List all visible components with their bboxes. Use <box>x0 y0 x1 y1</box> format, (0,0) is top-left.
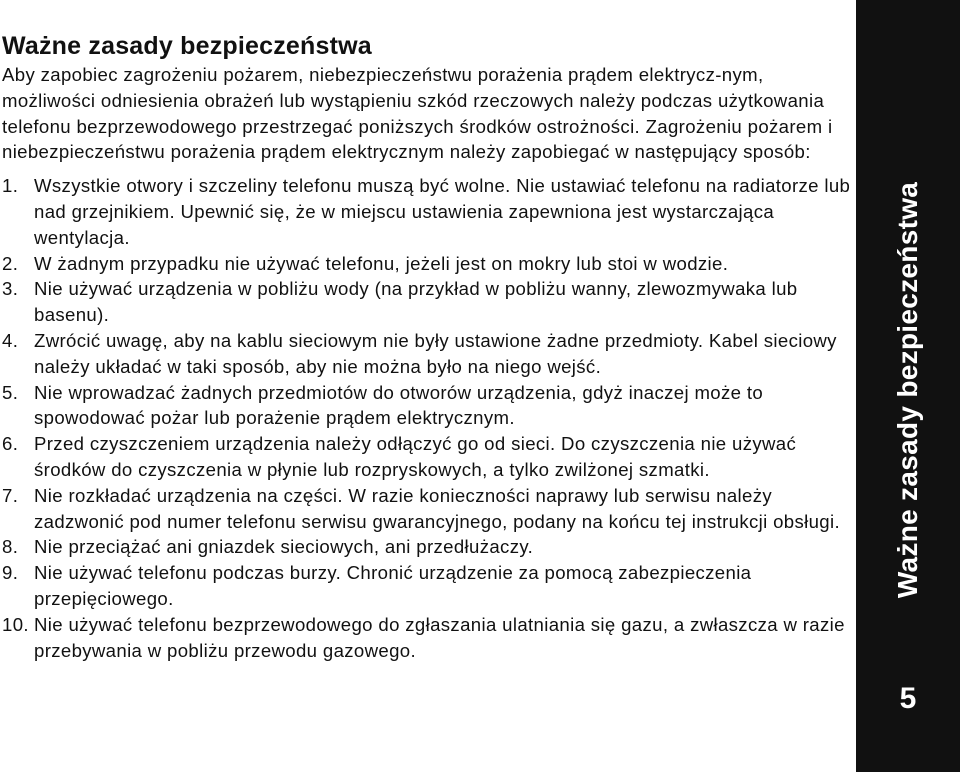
item-number: 5. <box>2 381 19 403</box>
intro-paragraph <box>2 62 852 165</box>
page-content <box>2 30 852 663</box>
list-item <box>2 173 852 250</box>
list-item <box>2 251 852 277</box>
item-text: Nie wprowadzać żadnych przedmiotów do otworów urządzenia, gdyż inaczej może to spowodować pożar lub porażenie prądem elektrycznym. <box>34 381 764 429</box>
item-number: 9. <box>2 562 19 584</box>
list-item <box>2 534 852 560</box>
page-number: 5 <box>899 682 917 715</box>
item-text: Nie używać urządzenia w pobliżu wody (na przykład w pobliżu wanny, zlewozmywaka lub basenu). <box>34 278 798 326</box>
list-item <box>2 483 852 535</box>
item-text: W żadnym przypadku nie używać telefonu, jeżeli jest on mokry lub stoi w wodzie. <box>34 252 729 274</box>
item-text: Nie używać telefonu bezprzewodowego do zgłaszania ulatniania się gazu, a zwłaszcza w razie przebywania w pobliżu przewodu gazowego. <box>34 613 845 661</box>
item-number: 1. <box>2 175 19 197</box>
list-item <box>2 612 852 664</box>
item-number: 4. <box>2 329 19 351</box>
item-text: Nie przeciążać ani gniazdek sieciowych, ani przedłużaczy. <box>34 536 534 558</box>
item-number: 6. <box>2 433 19 455</box>
item-number: 7. <box>2 484 19 506</box>
sidebar-section-title: Ważne zasady bezpieczeństwa <box>892 181 923 599</box>
item-text: Nie rozkładać urządzenia na części. W razie konieczności naprawy lub serwisu należy zadzwonić pod numer telefonu serwisu gwarancyjnego, podany na końcu tej instrukcji obsługi. <box>34 484 840 532</box>
item-text: Zwrócić uwagę, aby na kablu sieciowym nie były ustawione żadne przedmioty. Kabel sieciowy należy układać w taki sposób, aby nie można było na niego wejść. <box>34 329 837 377</box>
item-text: Wszystkie otwory i szczeliny telefonu muszą być wolne. Nie ustawiać telefonu na radiatorze lub nad grzejnikiem. Upewnić się, że w miejscu ustawienia zapewniona jest wystarczająca wentylacja. <box>34 175 851 248</box>
list-item <box>2 560 852 612</box>
list-item <box>2 328 852 380</box>
spacer <box>2 165 852 173</box>
list-item <box>2 276 852 328</box>
item-number: 10. <box>2 613 29 635</box>
item-number: 8. <box>2 536 19 558</box>
intro-text: Aby zapobiec zagrożeniu pożarem, niebezpieczeństwu porażenia prądem elektrycz-nym, możliwości odniesienia obrażeń lub wystąpieniu szkód rzeczowych należy podczas użytkowania telefonu bezprzewodowego przestrzegać poniższych środków ostrożności. <box>2 64 825 137</box>
page-title: Ważne zasady bezpieczeństwa <box>2 32 372 60</box>
list-item <box>2 431 852 483</box>
item-number: 2. <box>2 252 19 274</box>
intro-text-2: Zagrożeniu pożarem i niebezpieczeństwu porażenia prądem elektrycznym należy zapobiegać w następujący sposób: <box>2 115 833 163</box>
item-number: 3. <box>2 278 19 300</box>
item-text: Przed czyszczeniem urządzenia należy odłączyć go od sieci. Do czyszczenia nie używać środków do czyszczenia w płynie lub rozpryskowych, a tylko zwilżonej szmatki. <box>34 433 797 480</box>
section-sidebar <box>856 0 960 772</box>
list-item <box>2 380 852 432</box>
safety-list <box>2 173 852 663</box>
item-text: Nie używać telefonu podczas burzy. Chronić urządzenie za pomocą zabezpieczenia przepięciowego. <box>34 562 752 609</box>
